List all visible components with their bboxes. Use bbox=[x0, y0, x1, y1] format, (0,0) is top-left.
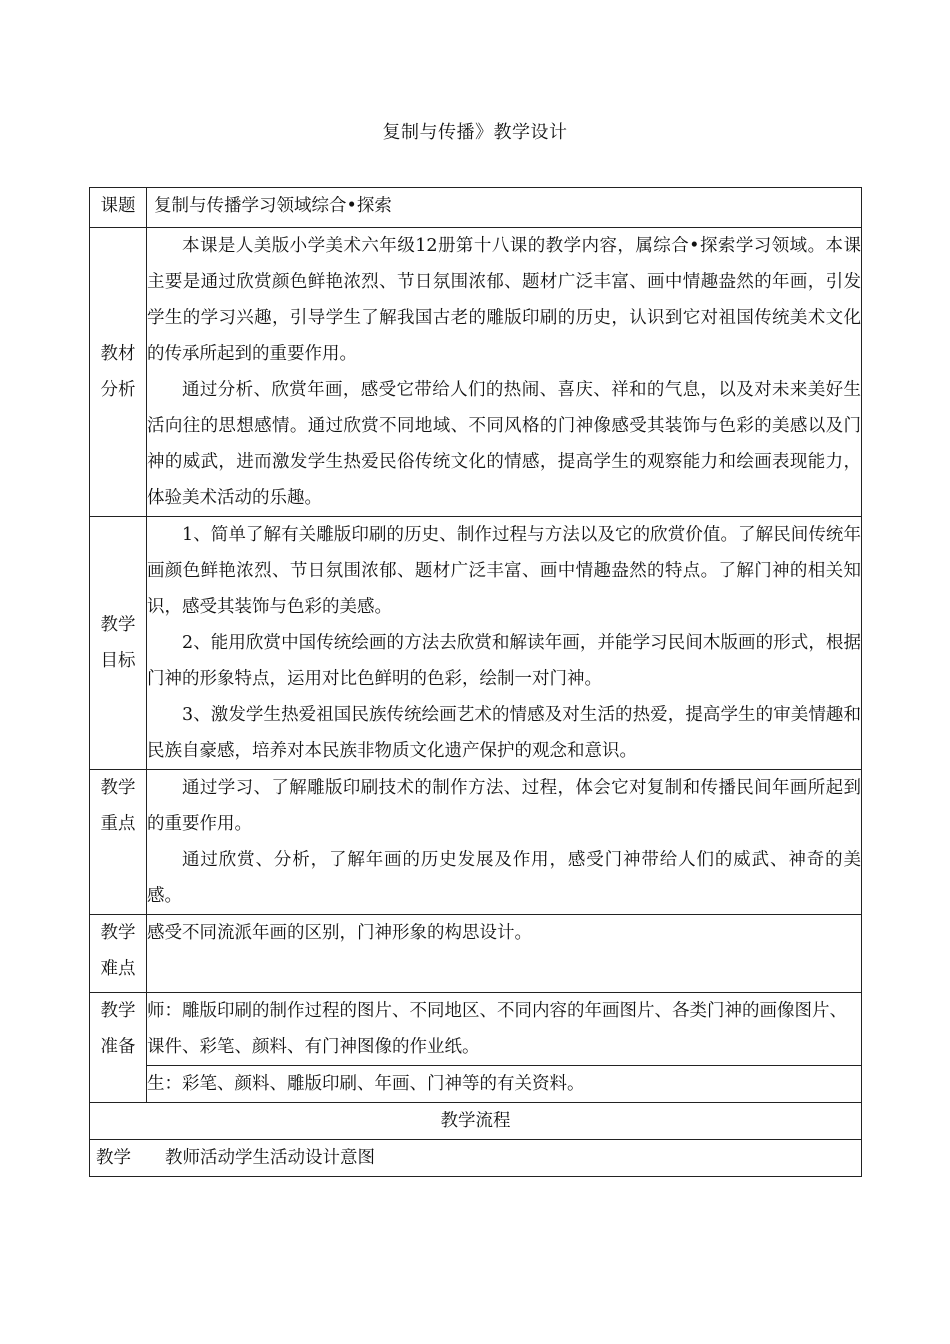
lesson-plan-table bbox=[89, 187, 862, 1177]
material-para-1: 本课是人美版小学美术六年级12册第十八课的教学内容，属综合•探索学习领域。本课主要是通过欣赏颜色鲜艳浓烈、节日氛围浓郁、题材广泛丰富、画中情趣盎然的年画，引发学生的学习兴趣，引导学生了解我国古老的雕版印刷的历史，认识到它对祖国传统美术文化的传承所起到的重要作用。 bbox=[147, 236, 861, 364]
prep-label bbox=[90, 993, 147, 1103]
topic-label: 课题 bbox=[90, 188, 147, 228]
topic-text: 复制与传播学习领域综合•探索 bbox=[154, 196, 392, 216]
material-label-text: 教材分析 bbox=[100, 344, 136, 400]
material-label bbox=[90, 228, 147, 517]
goals-content bbox=[147, 517, 862, 770]
difficulty-content bbox=[147, 915, 862, 993]
document-title: 复制与传播》教学设计 bbox=[382, 122, 568, 143]
topic-value bbox=[147, 188, 862, 228]
flow-columns bbox=[90, 1140, 862, 1177]
flow-header: 教学流程 bbox=[90, 1103, 862, 1140]
prep-label-text: 教学准备 bbox=[100, 1001, 136, 1057]
flow-columns-row bbox=[90, 1140, 862, 1177]
key-label bbox=[90, 770, 147, 915]
goals-row bbox=[90, 517, 862, 770]
key-para-1: 通过学习、了解雕版印刷技术的制作方法、过程，体会它对复制和传播民间年画所起到的重要作用。 bbox=[147, 778, 861, 834]
topic-row bbox=[90, 188, 862, 228]
prep-student-row bbox=[90, 1066, 862, 1103]
goals-label bbox=[90, 517, 147, 770]
flow-col-label: 教学 bbox=[96, 1148, 131, 1168]
goals-label-text: 教学目标 bbox=[100, 615, 136, 671]
key-content bbox=[147, 770, 862, 915]
prep-teacher-row bbox=[90, 993, 862, 1066]
goal-3: 3、激发学生热爱祖国民族传统绘画艺术的情感及对生活的热爱，提高学生的审美情趣和民族自豪感，培养对本民族非物质文化遗产保护的观念和意识。 bbox=[147, 705, 861, 761]
key-label-text: 教学重点 bbox=[100, 778, 136, 834]
difficulty-row bbox=[90, 915, 862, 993]
material-para-2: 通过分析、欣赏年画，感受它带给人们的热闹、喜庆、祥和的气息，以及对未来美好生活向往的思想感情。通过欣赏不同地域、不同风格的门神像感受其装饰与色彩的美感以及门神的威武，进而激发学生热爱民俗传统文化的情感，提高学生的观察能力和绘画表现能力，体验美术活动的乐趣。 bbox=[147, 380, 861, 508]
difficulty-label-text: 教学难点 bbox=[100, 923, 136, 979]
difficulty-label bbox=[90, 915, 147, 993]
flow-header-row bbox=[90, 1103, 862, 1140]
prep-teacher bbox=[147, 993, 862, 1066]
prep-student bbox=[147, 1066, 862, 1103]
prep-student-text: 生：彩笔、颜料、雕版印刷、年画、门神等的有关资料。 bbox=[147, 1074, 585, 1094]
difficulty-text: 感受不同流派年画的区别，门神形象的构思设计。 bbox=[147, 923, 532, 943]
material-row bbox=[90, 228, 862, 517]
goal-2: 2、能用欣赏中国传统绘画的方法去欣赏和解读年画，并能学习民间木版画的形式，根据门神的形象特点，运用对比色鲜明的色彩，绘制一对门神。 bbox=[147, 633, 861, 689]
goal-1: 1、简单了解有关雕版印刷的历史、制作过程与方法以及它的欣赏价值。了解民间传统年画颜色鲜艳浓烈、节日氛围浓郁、题材广泛丰富、画中情趣盎然的特点。了解门神的相关知识，感受其装饰与色彩的美感。 bbox=[147, 525, 861, 617]
key-para-2: 通过欣赏、分析，了解年画的历史发展及作用，感受门神带给人们的威武、神奇的美感。 bbox=[147, 850, 861, 906]
flow-col-text: 教师活动学生活动设计意图 bbox=[165, 1148, 375, 1168]
material-content bbox=[147, 228, 862, 517]
prep-teacher-text: 师：雕版印刷的制作过程的图片、不同地区、不同内容的年画图片、各类门神的画像图片、课件、彩笔、颜料、有门神图像的作业纸。 bbox=[147, 1001, 847, 1057]
key-row bbox=[90, 770, 862, 915]
